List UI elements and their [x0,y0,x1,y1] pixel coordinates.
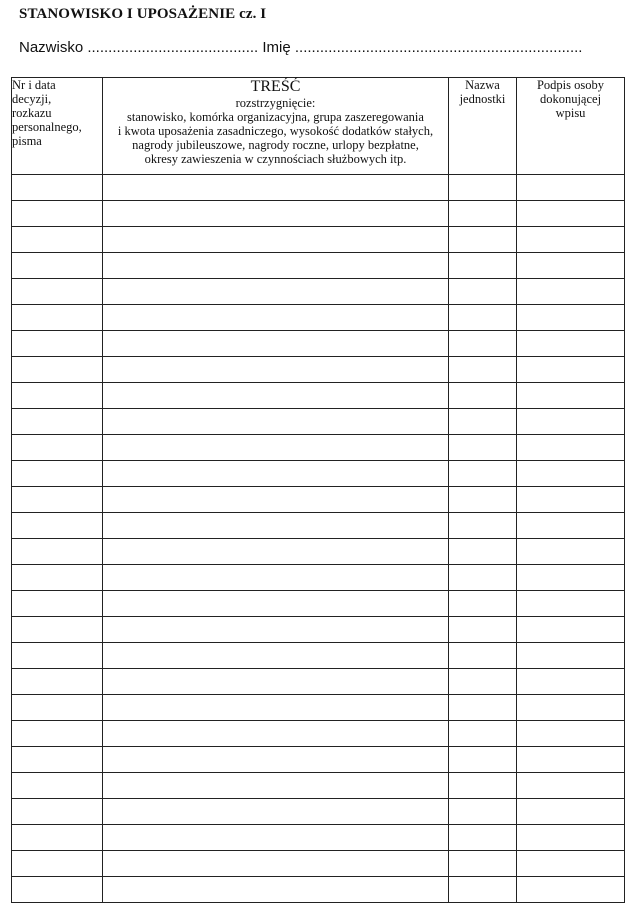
content-cell [103,253,449,279]
table-row [12,253,625,279]
name-line: Nazwisko ......................................... Imię ..................................................................... [19,39,583,56]
decision-number-cell [12,695,103,721]
register-table [11,77,625,903]
header-decision-number [12,78,103,175]
signature-cell [517,591,625,617]
table-row [12,825,625,851]
content-cell [103,409,449,435]
unit-name-cell [449,383,517,409]
table-row [12,643,625,669]
table-row [12,435,625,461]
signature-cell [517,253,625,279]
content-cell [103,591,449,617]
signature-cell [517,175,625,201]
decision-number-cell [12,305,103,331]
header-unit-name-label: Nazwa jednostki [459,78,506,106]
signature-cell [517,773,625,799]
content-cell [103,643,449,669]
header-content-subtitle: rozstrzygnięcie: [235,96,316,110]
signature-cell [517,487,625,513]
decision-number-cell [12,331,103,357]
decision-number-cell [12,175,103,201]
content-cell [103,305,449,331]
table-row [12,877,625,903]
table-row [12,669,625,695]
unit-name-cell [449,513,517,539]
decision-number-cell [12,747,103,773]
table-row [12,539,625,565]
signature-cell [517,513,625,539]
table-body [12,175,625,903]
unit-name-cell [449,695,517,721]
content-cell [103,227,449,253]
decision-number-cell [12,409,103,435]
header-decision-number-label: Nr i data decyzji, rozkazu personalnego, pisma [12,78,82,148]
table-row [12,279,625,305]
unit-name-cell [449,279,517,305]
unit-name-cell [449,643,517,669]
unit-name-cell [449,721,517,747]
unit-name-cell [449,877,517,903]
decision-number-cell [12,201,103,227]
content-cell [103,747,449,773]
content-cell [103,669,449,695]
content-cell [103,617,449,643]
decision-number-cell [12,487,103,513]
table-row [12,851,625,877]
signature-cell [517,539,625,565]
unit-name-cell [449,565,517,591]
unit-name-cell [449,461,517,487]
signature-cell [517,279,625,305]
table-row [12,227,625,253]
content-cell [103,773,449,799]
table-row [12,591,625,617]
unit-name-cell [449,669,517,695]
table-row [12,461,625,487]
header-content-title: TREŚĆ [250,78,301,95]
table-row [12,617,625,643]
table-row [12,695,625,721]
content-cell [103,461,449,487]
signature-cell [517,409,625,435]
content-cell [103,851,449,877]
signature-cell [517,461,625,487]
decision-number-cell [12,461,103,487]
table-row [12,747,625,773]
content-cell [103,799,449,825]
header-unit-name [449,78,517,175]
signature-cell [517,331,625,357]
unit-name-cell [449,617,517,643]
signature-cell [517,851,625,877]
unit-name-cell [449,227,517,253]
table-row [12,799,625,825]
signature-cell [517,695,625,721]
unit-name-cell [449,305,517,331]
header-signature-label: Podpis osoby dokonującej wpisu [536,78,605,120]
table-row [12,565,625,591]
signature-cell [517,825,625,851]
content-cell [103,331,449,357]
signature-cell [517,721,625,747]
content-cell [103,201,449,227]
decision-number-cell [12,617,103,643]
content-cell [103,565,449,591]
header-row [12,78,625,175]
unit-name-cell [449,357,517,383]
signature-cell [517,305,625,331]
decision-number-cell [12,643,103,669]
table-row [12,175,625,201]
content-cell [103,175,449,201]
content-cell [103,877,449,903]
decision-number-cell [12,825,103,851]
header-content-description: stanowisko, komórka organizacyjna, grupa zaszeregowania i kwota uposażenia zasadniczego, wysokość dodatków stałych, nagrody jubileuszowe, nagrody roczne, urlopy bezpłatne, okresy zawieszenia w czynnościach służbowych itp. [117,110,434,166]
unit-name-cell [449,773,517,799]
content-cell [103,539,449,565]
unit-name-cell [449,825,517,851]
signature-cell [517,669,625,695]
signature-cell [517,357,625,383]
unit-name-cell [449,175,517,201]
signature-cell [517,617,625,643]
table-row [12,357,625,383]
content-cell [103,435,449,461]
content-cell [103,487,449,513]
table-row [12,331,625,357]
decision-number-cell [12,877,103,903]
decision-number-cell [12,227,103,253]
signature-cell [517,201,625,227]
signature-cell [517,643,625,669]
table-row [12,773,625,799]
unit-name-cell [449,435,517,461]
decision-number-cell [12,383,103,409]
signature-cell [517,383,625,409]
table-row [12,409,625,435]
decision-number-cell [12,513,103,539]
content-cell [103,721,449,747]
unit-name-cell [449,591,517,617]
content-cell [103,825,449,851]
content-cell [103,279,449,305]
table-row [12,201,625,227]
content-cell [103,513,449,539]
signature-cell [517,565,625,591]
decision-number-cell [12,773,103,799]
header-signature [517,78,625,175]
page-title: STANOWISKO I UPOSAŻENIE cz. I [19,6,267,22]
unit-name-cell [449,487,517,513]
content-cell [103,383,449,409]
decision-number-cell [12,565,103,591]
decision-number-cell [12,721,103,747]
signature-cell [517,435,625,461]
signature-cell [517,877,625,903]
unit-name-cell [449,331,517,357]
table-row [12,721,625,747]
unit-name-cell [449,539,517,565]
decision-number-cell [12,253,103,279]
decision-number-cell [12,357,103,383]
decision-number-cell [12,591,103,617]
decision-number-cell [12,799,103,825]
signature-cell [517,747,625,773]
decision-number-cell [12,539,103,565]
header-content [103,78,449,175]
signature-cell [517,227,625,253]
unit-name-cell [449,201,517,227]
table-row [12,305,625,331]
unit-name-cell [449,851,517,877]
signature-cell [517,799,625,825]
decision-number-cell [12,435,103,461]
decision-number-cell [12,851,103,877]
table-row [12,383,625,409]
unit-name-cell [449,409,517,435]
table-row [12,513,625,539]
table-row [12,487,625,513]
unit-name-cell [449,747,517,773]
unit-name-cell [449,799,517,825]
decision-number-cell [12,279,103,305]
content-cell [103,357,449,383]
content-cell [103,695,449,721]
decision-number-cell [12,669,103,695]
unit-name-cell [449,253,517,279]
